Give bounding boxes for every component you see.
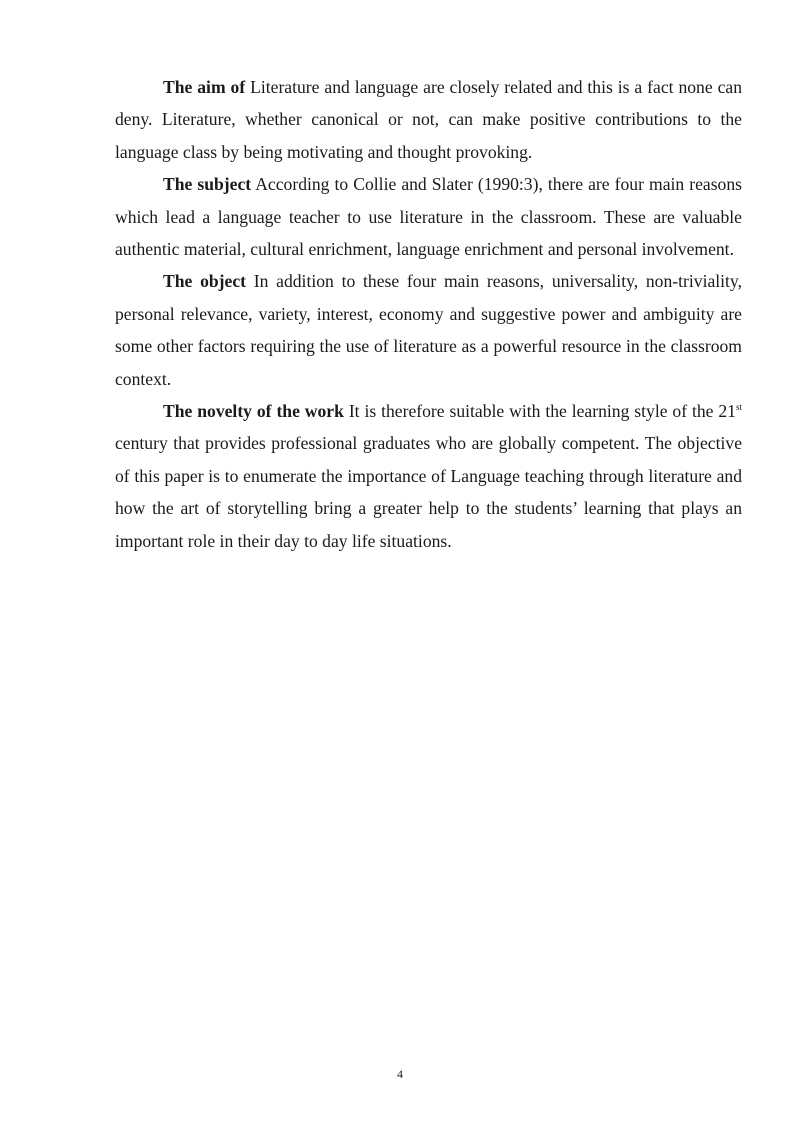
paragraph-heading-novelty: The novelty of the work bbox=[163, 401, 344, 422]
page-number: 4 bbox=[397, 1067, 403, 1081]
paragraph-text-aim: Literature and language are closely related and this is a fact none can deny. Literature, whether canonical or not, can make positive contributions to the language class by being motivating and thought provoking. bbox=[115, 77, 742, 162]
paragraph-heading-subject: The subject bbox=[163, 174, 252, 195]
paragraph-heading-object: The object bbox=[163, 271, 246, 292]
paragraph-text-novelty-end: century that provides professional graduates who are globally competent. The objective of this paper is to enumerate the importance of Language teaching through literature and how the art of storytelling bring a greater help to the students’ learning that plays an important role in their day to day life situations. bbox=[115, 433, 742, 551]
paragraph-text-subject: According to Collie and Slater (1990:3), there are four main reasons which lead a language teacher to use literature in the classroom. These are valuable authentic material, cultural enrichment, language enrichment and personal involvement. bbox=[115, 174, 742, 260]
paragraph-novelty bbox=[115, 395, 742, 557]
ordinal-superscript: st bbox=[735, 402, 742, 413]
paragraph-subject bbox=[115, 168, 742, 265]
paragraph-heading-aim: The aim of bbox=[163, 77, 246, 97]
paragraph-text-novelty-start: It is therefore suitable with the learning style of the 21 bbox=[343, 401, 736, 422]
paragraph-text-object: In addition to these four main reasons, universality, non-triviality, personal relevance, variety, interest, economy and suggestive power and ambiguity are some other factors requiring the use of literature as a powerful resource in the classroom context. bbox=[115, 271, 742, 389]
paragraph-aim bbox=[115, 71, 742, 168]
document-body bbox=[115, 71, 742, 557]
paragraph-object bbox=[115, 265, 742, 395]
